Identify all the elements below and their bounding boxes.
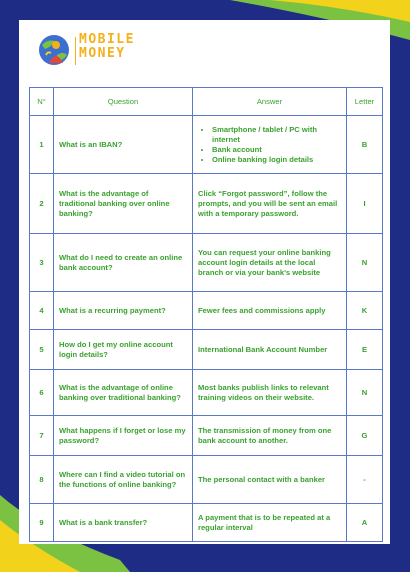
question-cell: What happens if I forget or lose my password? [54,416,193,456]
quiz-table [29,87,383,542]
header-answer: Answer [193,88,347,116]
answer-cell [193,116,347,174]
letter-cell: - [347,456,383,504]
answer-cell: You can request your online banking account login details at the local branch or via your bank's website [193,234,347,292]
row-number: 8 [30,456,54,504]
table-row [30,330,383,370]
logo-wordmark [79,33,149,61]
table-row [30,234,383,292]
question-cell: What do I need to create an online bank account? [54,234,193,292]
row-number: 6 [30,370,54,416]
answer-cell: Most banks publish links to relevant training videos on their website. [193,370,347,416]
question-cell: What is the advantage of online banking over traditional banking? [54,370,193,416]
mobile-money-logo [37,33,147,67]
table-row [30,174,383,234]
table-row [30,504,383,542]
table-row [30,292,383,330]
table-row [30,116,383,174]
question-cell: What is a recurring payment? [54,292,193,330]
answer-cell: A payment that is to be repeated at a regular interval [193,504,347,542]
letter-cell: A [347,504,383,542]
question-cell: What is an IBAN? [54,116,193,174]
header-number: N° [30,88,54,116]
letter-cell: K [347,292,383,330]
letter-cell: E [347,330,383,370]
table-row [30,456,383,504]
table-header-row [30,88,383,116]
row-number: 2 [30,174,54,234]
letter-cell: I [347,174,383,234]
logo-line-1: MOBILE [79,32,135,47]
answer-cell: Fewer fees and commissions apply [193,292,347,330]
list-item: • Smartphone / tablet / PC with internet [212,125,341,145]
row-number: 4 [30,292,54,330]
row-number: 9 [30,504,54,542]
list-item: • Online banking login details [212,155,341,165]
answer-list [198,125,341,165]
answer-cell: The transmission of money from one bank account to another. [193,416,347,456]
header-letter: Letter [347,88,383,116]
row-number: 5 [30,330,54,370]
letter-cell: G [347,416,383,456]
question-cell: How do I get my online account login details? [54,330,193,370]
table-row [30,370,383,416]
question-cell: What is the advantage of traditional banking over online banking? [54,174,193,234]
question-cell: What is a bank transfer? [54,504,193,542]
question-cell: Where can I find a video tutorial on the functions of online banking? [54,456,193,504]
globe-person-icon [37,33,71,67]
worksheet [19,20,390,544]
row-number: 3 [30,234,54,292]
answer-cell: The personal contact with a banker [193,456,347,504]
list-item: • Bank account [212,145,341,155]
letter-cell: N [347,234,383,292]
header-question: Question [54,88,193,116]
logo-divider [75,37,76,65]
logo-line-2: MONEY [79,46,126,61]
row-number: 1 [30,116,54,174]
letter-cell: N [347,370,383,416]
letter-cell: B [347,116,383,174]
answer-cell: International Bank Account Number [193,330,347,370]
answer-cell: Click “Forgot password”, follow the prompts, and you will be sent an email with a temporary password. [193,174,347,234]
row-number: 7 [30,416,54,456]
table-row [30,416,383,456]
